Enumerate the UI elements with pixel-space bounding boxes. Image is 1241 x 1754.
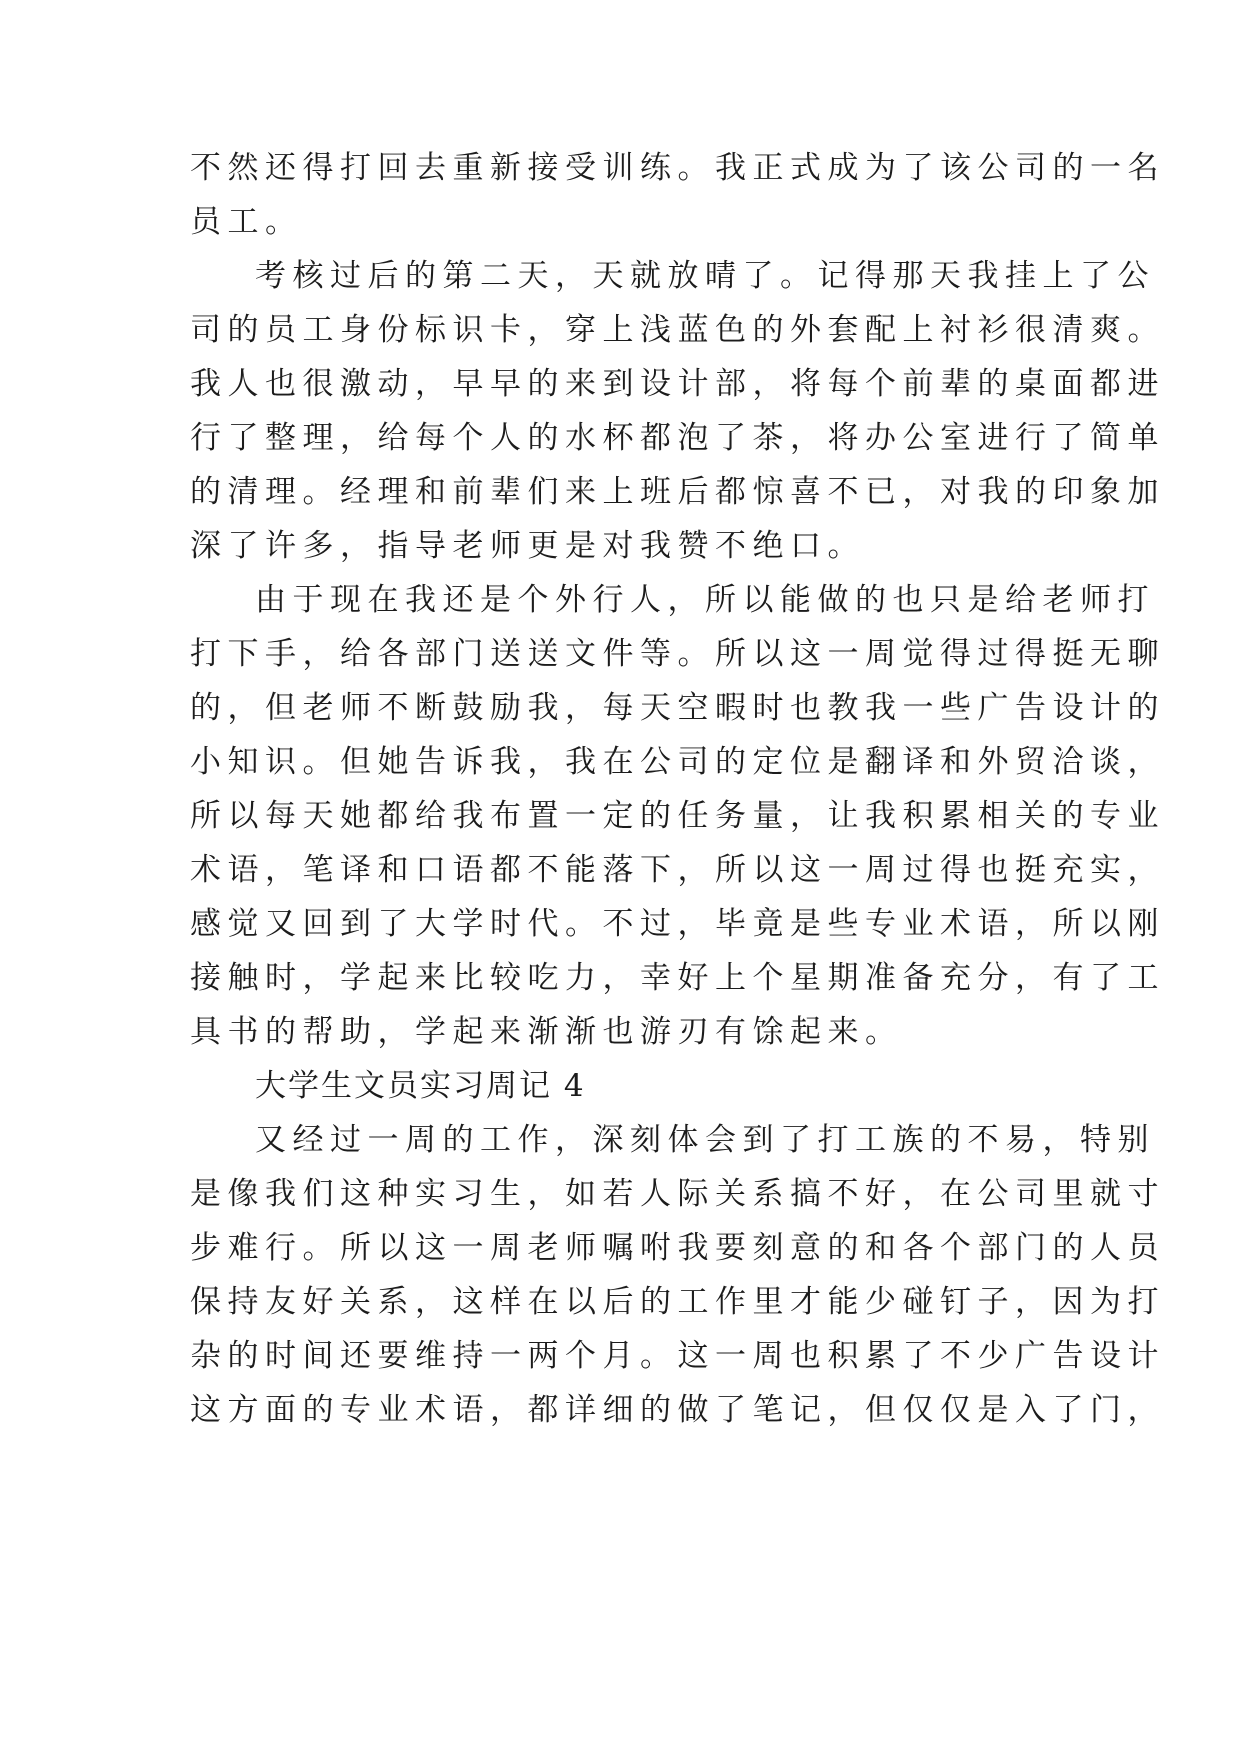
text-line: 的清理。经理和前辈们来上班后都惊喜不已，对我的印象加: [190, 474, 1165, 510]
text-line: 保持友好关系，这样在以后的工作里才能少碰钉子，因为打: [190, 1284, 1165, 1320]
text-line: 术语，笔译和口语都不能落下，所以这一周过得也挺充实，: [190, 852, 1165, 888]
text-line: 我人也很激动，早早的来到设计部，将每个前辈的桌面都进: [190, 366, 1165, 402]
text-line: 的，但老师不断鼓励我，每天空暇时也教我一些广告设计的: [190, 690, 1165, 726]
text-line: 员工。: [190, 204, 303, 240]
paragraph-first-line: 考核过后的第二天，天就放晴了。记得那天我挂上了公: [255, 258, 1155, 294]
text-line: 行了整理，给每个人的水杯都泡了茶，将办公室进行了简单: [190, 420, 1165, 456]
text-line: 所以每天她都给我布置一定的任务量，让我积累相关的专业: [190, 798, 1165, 834]
text-line: 小知识。但她告诉我，我在公司的定位是翻译和外贸洽谈，: [190, 744, 1165, 780]
text-line: 接触时，学起来比较吃力，幸好上个星期准备充分，有了工: [190, 960, 1165, 996]
text-line: 这方面的专业术语，都详细的做了笔记，但仅仅是入了门，: [190, 1392, 1165, 1428]
text-line: 感觉又回到了大学时代。不过，毕竟是些专业术语，所以刚: [190, 906, 1165, 942]
text-line: 深了许多，指导老师更是对我赞不绝口。: [190, 528, 865, 564]
text-line: 是像我们这种实习生，如若人际关系搞不好，在公司里就寸: [190, 1176, 1165, 1212]
paragraph-first-line: 由于现在我还是个外行人，所以能做的也只是给老师打: [255, 582, 1155, 618]
section-heading: 大学生文员实习周记 4: [255, 1068, 586, 1104]
text-line: 司的员工身份标识卡，穿上浅蓝色的外套配上衬衫很清爽。: [190, 312, 1165, 348]
text-line: 杂的时间还要维持一两个月。这一周也积累了不少广告设计: [190, 1338, 1165, 1374]
text-line: 不然还得打回去重新接受训练。我正式成为了该公司的一名: [190, 150, 1165, 186]
text-line: 打下手，给各部门送送文件等。所以这一周觉得过得挺无聊: [190, 636, 1165, 672]
text-line: 步难行。所以这一周老师嘱咐我要刻意的和各个部门的人员: [190, 1230, 1165, 1266]
paragraph-first-line: 又经过一周的工作，深刻体会到了打工族的不易，特别: [255, 1122, 1155, 1158]
text-line: 具书的帮助，学起来渐渐也游刃有馀起来。: [190, 1014, 903, 1050]
